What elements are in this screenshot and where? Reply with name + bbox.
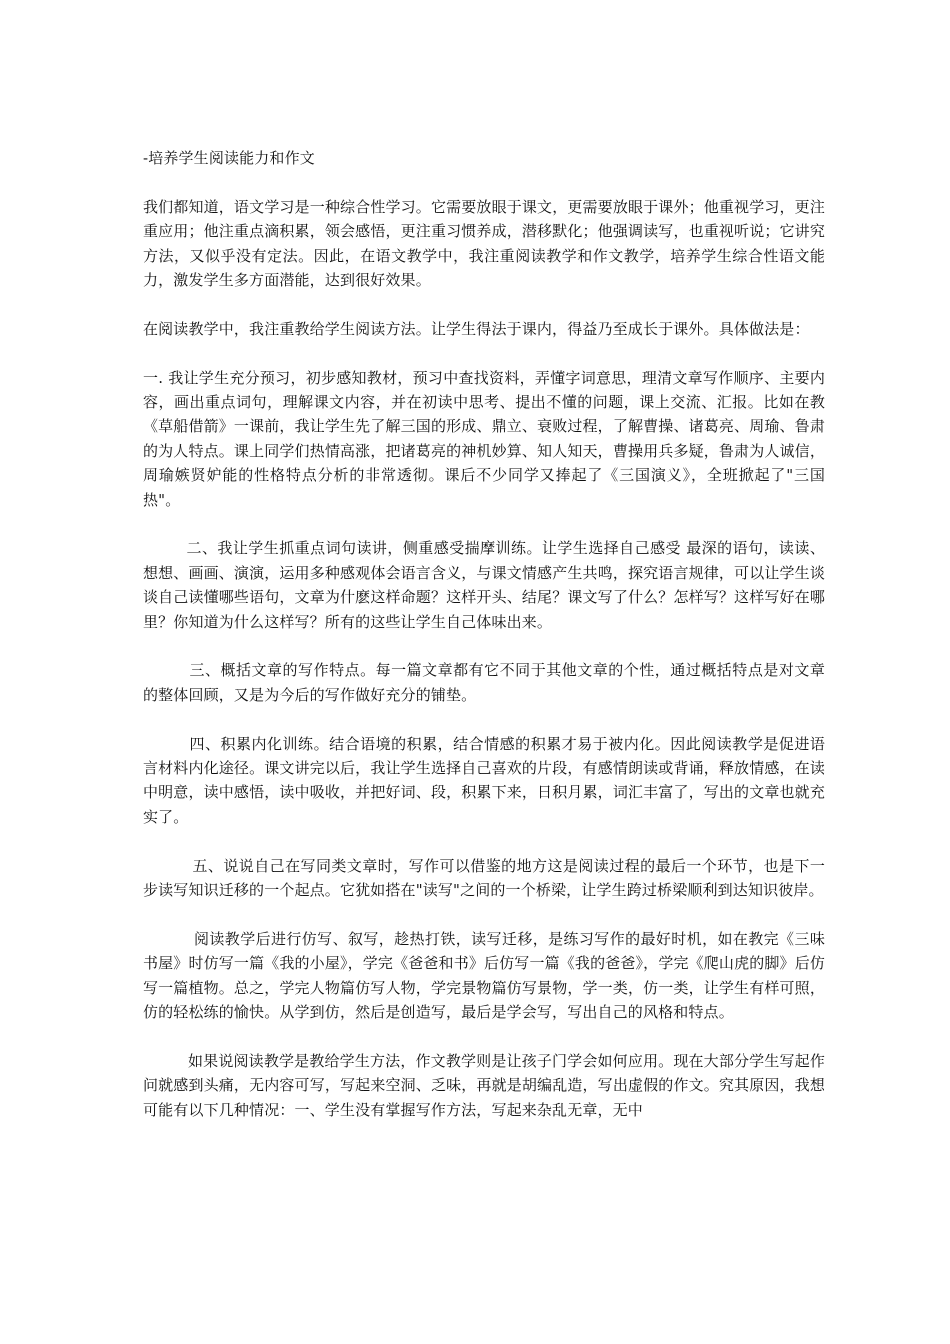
paragraph-reading-method: 在阅读教学中，我注重教给学生阅读方法。让学生得法于课内，得益乃至成长于课外。具体做法是： [143,319,810,338]
paragraph-writing-teaching: 如果说阅读教学是教给学生方法，作文教学则是让孩子门学会如何应用。现在大部分学生写起作问就感到头痛，无内容可写，写起来空洞、乏味，再就是胡编乱造，写出虚假的作文。究其原因，我想可能有以下几种情况：一、学生没有掌握写作方法，写起来杂乱无章，无中 [143,1051,825,1119]
paragraph-point-four: 四、积累内化训练。结合语境的积累，结合情感的积累才易于被内化。因此阅读教学是促进语言材料内化途径。课文讲完以后，我让学生选择自己喜欢的片段，有感情朗读或背诵，释放情感，在读中明意，读中感悟，读中吸收，并把好词、段，积累下来，日积月累，词汇丰富了，写出的文章也就充实了。 [143,734,825,826]
paragraph-intro: 我们都知道，语文学习是一种综合性学习。它需要放眼于课文，更需要放眼于课外；他重视学习，更注重应用；他注重点滴积累，领会感悟，更注重习惯养成，潜移默化；他强调读写，也重视听说；它讲究方法，又似乎没有定法。因此，在语文教学中，我注重阅读教学和作文教学，培养学生综合性语文能力，激发学生多方面潜能，达到很好效果。 [143,197,825,290]
paragraph-point-three: 三、概括文章的写作特点。每一篇文章都有它不同于其他文章的个性，通过概括特点是对文章的整体回顾，又是为今后的写作做好充分的铺垫。 [143,661,825,704]
paragraph-imitation-writing: 阅读教学后进行仿写、叙写，趁热打铁，读写迁移，是练习写作的最好时机，如在教完《三味书屋》时仿写一篇《我的小屋》，学完《爸爸和书》后仿写一篇《我的爸爸》，学完《爬山虎的脚》后仿写一篇植物。总之，学完人物篇仿写人物，学完景物篇仿写景物，学一类，仿一类，让学生有样可照，仿的轻松练的愉快。从学到仿，然后是创造写，最后是学会写，写出自己的风格和特点。 [143,929,825,1022]
paragraph-point-two: 二、我让学生抓重点词句读讲，侧重感受揣摩训练。让学生选择自己感受 最深的语句，读读、想想、画画、演演，运用多种感观体会语言含义，与课文情感产生共鸣，探究语言规律，可以让学生谈谈自己读懂哪些语句，文章为什麽这样命题？这样开头、结尾？课文写了什么？怎样写？这样写好在哪里？你知道为什么这样写？所有的这些让学生自己体味出来。 [143,539,825,631]
document-title: -培养学生阅读能力和作文 [143,149,315,167]
document-body [143,146,825,1147]
paragraph-point-one: 一. 我让学生充分预习，初步感知教材，预习中查找资料，弄懂字词意思，理清文章写作顺序、主要内容，画出重点词句，理解课文内容，并在初读中思考、提出不懂的问题，课上交流、汇报。比如在教《草船借箭》一课前，我让学生先了解三国的形成、鼎立、衰败过程，了解曹操、诸葛亮、周瑜、鲁肃的为人特点。课上同学们热情高涨，把诸葛亮的神机妙算、知人知天，曹操用兵多疑，鲁肃为人诚信，周瑜嫉贤妒能的性格特点分析的非常透彻。课后不少同学又捧起了《三国演义》，全班掀起了"三国热"。 [143,368,825,509]
paragraph-point-five: 五、说说自己在写同类文章时，写作可以借鉴的地方这是阅读过程的最后一个环节，也是下一步读写知识迁移的一个起点。它犹如搭在"读写"之间的一个桥梁，让学生跨过桥梁顺利到达知识彼岸。 [143,856,825,900]
